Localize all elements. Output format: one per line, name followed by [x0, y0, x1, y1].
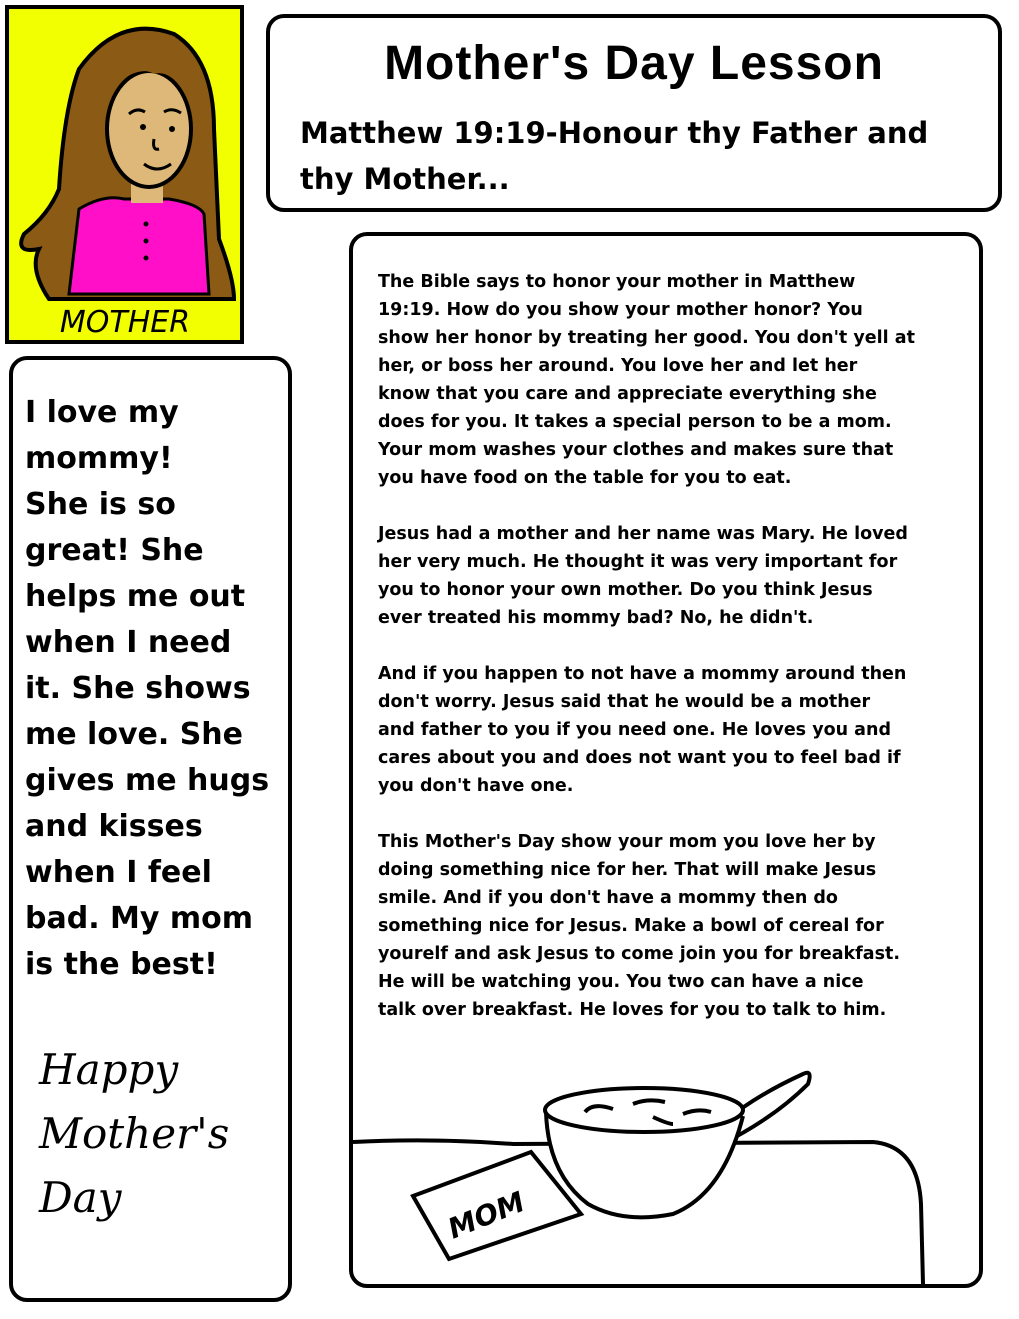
- greeting-line: Day: [39, 1173, 122, 1222]
- greeting-line: Mother's: [39, 1109, 230, 1158]
- lesson-line: her, or boss her around. You love her and let her: [378, 356, 858, 376]
- lesson-line: This Mother's Day show your mom you love her by: [378, 832, 876, 852]
- poem-line: when I feel: [25, 855, 212, 890]
- greeting: [39, 1038, 229, 1230]
- lesson-line: you to honor your own mother. Do you think Jesus: [378, 580, 873, 600]
- poem-line: me love. She: [25, 717, 243, 752]
- lesson-line: does for you. It takes a special person to be a mom.: [378, 412, 892, 432]
- lesson-line: and father to you if you need one. He loves you and: [378, 720, 891, 740]
- lesson-line: you have food on the table for you to eat.: [378, 468, 792, 488]
- lesson-line: Jesus had a mother and her name was Mary. He loved: [378, 524, 908, 544]
- mother-portrait: [5, 5, 244, 344]
- poem-panel: [9, 356, 292, 1302]
- lesson-text: [378, 268, 915, 1052]
- lesson-line: doing something nice for her. That will make Jesus: [378, 860, 877, 880]
- lesson-line: don't worry. Jesus said that he would be a mother: [378, 692, 871, 712]
- lesson-panel: [349, 232, 983, 1288]
- lesson-line: ever treated his mommy bad? No, he didn't.: [378, 608, 814, 628]
- poem-line: and kisses: [25, 809, 203, 844]
- poem-line: mommy!: [25, 441, 173, 476]
- lesson-paragraph: [378, 268, 915, 492]
- lesson-line: Your mom washes your clothes and makes sure that: [378, 440, 894, 460]
- poem-line: She is so: [25, 487, 176, 522]
- poem-line: it. She shows: [25, 671, 251, 706]
- poem-line: great! She: [25, 533, 204, 568]
- lesson-line: you don't have one.: [378, 776, 574, 796]
- lesson-line: talk over breakfast. He loves for you to talk to him.: [378, 1000, 887, 1020]
- mother-drawing: [9, 9, 241, 341]
- lesson-paragraph: [378, 520, 915, 632]
- poem-text: [25, 390, 269, 988]
- lesson-line: her very much. He thought it was very important for: [378, 552, 898, 572]
- poem-line: helps me out: [25, 579, 246, 614]
- lesson-line: The Bible says to honor your mother in Matthew: [378, 272, 856, 292]
- portrait-caption: MOTHER: [59, 305, 191, 340]
- lesson-line: know that you care and appreciate everything she: [378, 384, 877, 404]
- poem-line: bad. My mom: [25, 901, 254, 936]
- lesson-line: smile. And if you don't have a mommy then do: [378, 888, 838, 908]
- poem-line: gives me hugs: [25, 763, 270, 798]
- poem-line: I love my: [25, 395, 179, 430]
- poem-line: when I need: [25, 625, 232, 660]
- verse-line: Matthew 19:19-Honour thy Father and: [300, 116, 929, 150]
- lesson-paragraph: [378, 828, 915, 1024]
- card-label: MOM: [443, 1185, 530, 1246]
- page-title: Mother's Day Lesson: [384, 37, 884, 90]
- lesson-paragraph: [378, 660, 915, 800]
- lesson-line: And if you happen to not have a mommy around then: [378, 664, 907, 684]
- lesson-line: something nice for Jesus. Make a bowl of cereal for: [378, 916, 884, 936]
- lesson-line: He will be watching you. You two can have a nice: [378, 972, 864, 992]
- poem-line: is the best!: [25, 947, 218, 982]
- cereal-bowl-drawing: [353, 1034, 979, 1284]
- greeting-line: Happy: [39, 1045, 179, 1094]
- verse-line: thy Mother...: [300, 162, 510, 196]
- lesson-line: 19:19. How do you show your mother honor? You: [378, 300, 863, 320]
- lesson-line: cares about you and does not want you to feel bad if: [378, 748, 901, 768]
- lesson-line: yourelf and ask Jesus to come join you for breakfast.: [378, 944, 901, 964]
- bible-verse: [300, 110, 928, 202]
- lesson-line: show her honor by treating her good. You don't yell at: [378, 328, 915, 348]
- title-panel: [266, 14, 1002, 212]
